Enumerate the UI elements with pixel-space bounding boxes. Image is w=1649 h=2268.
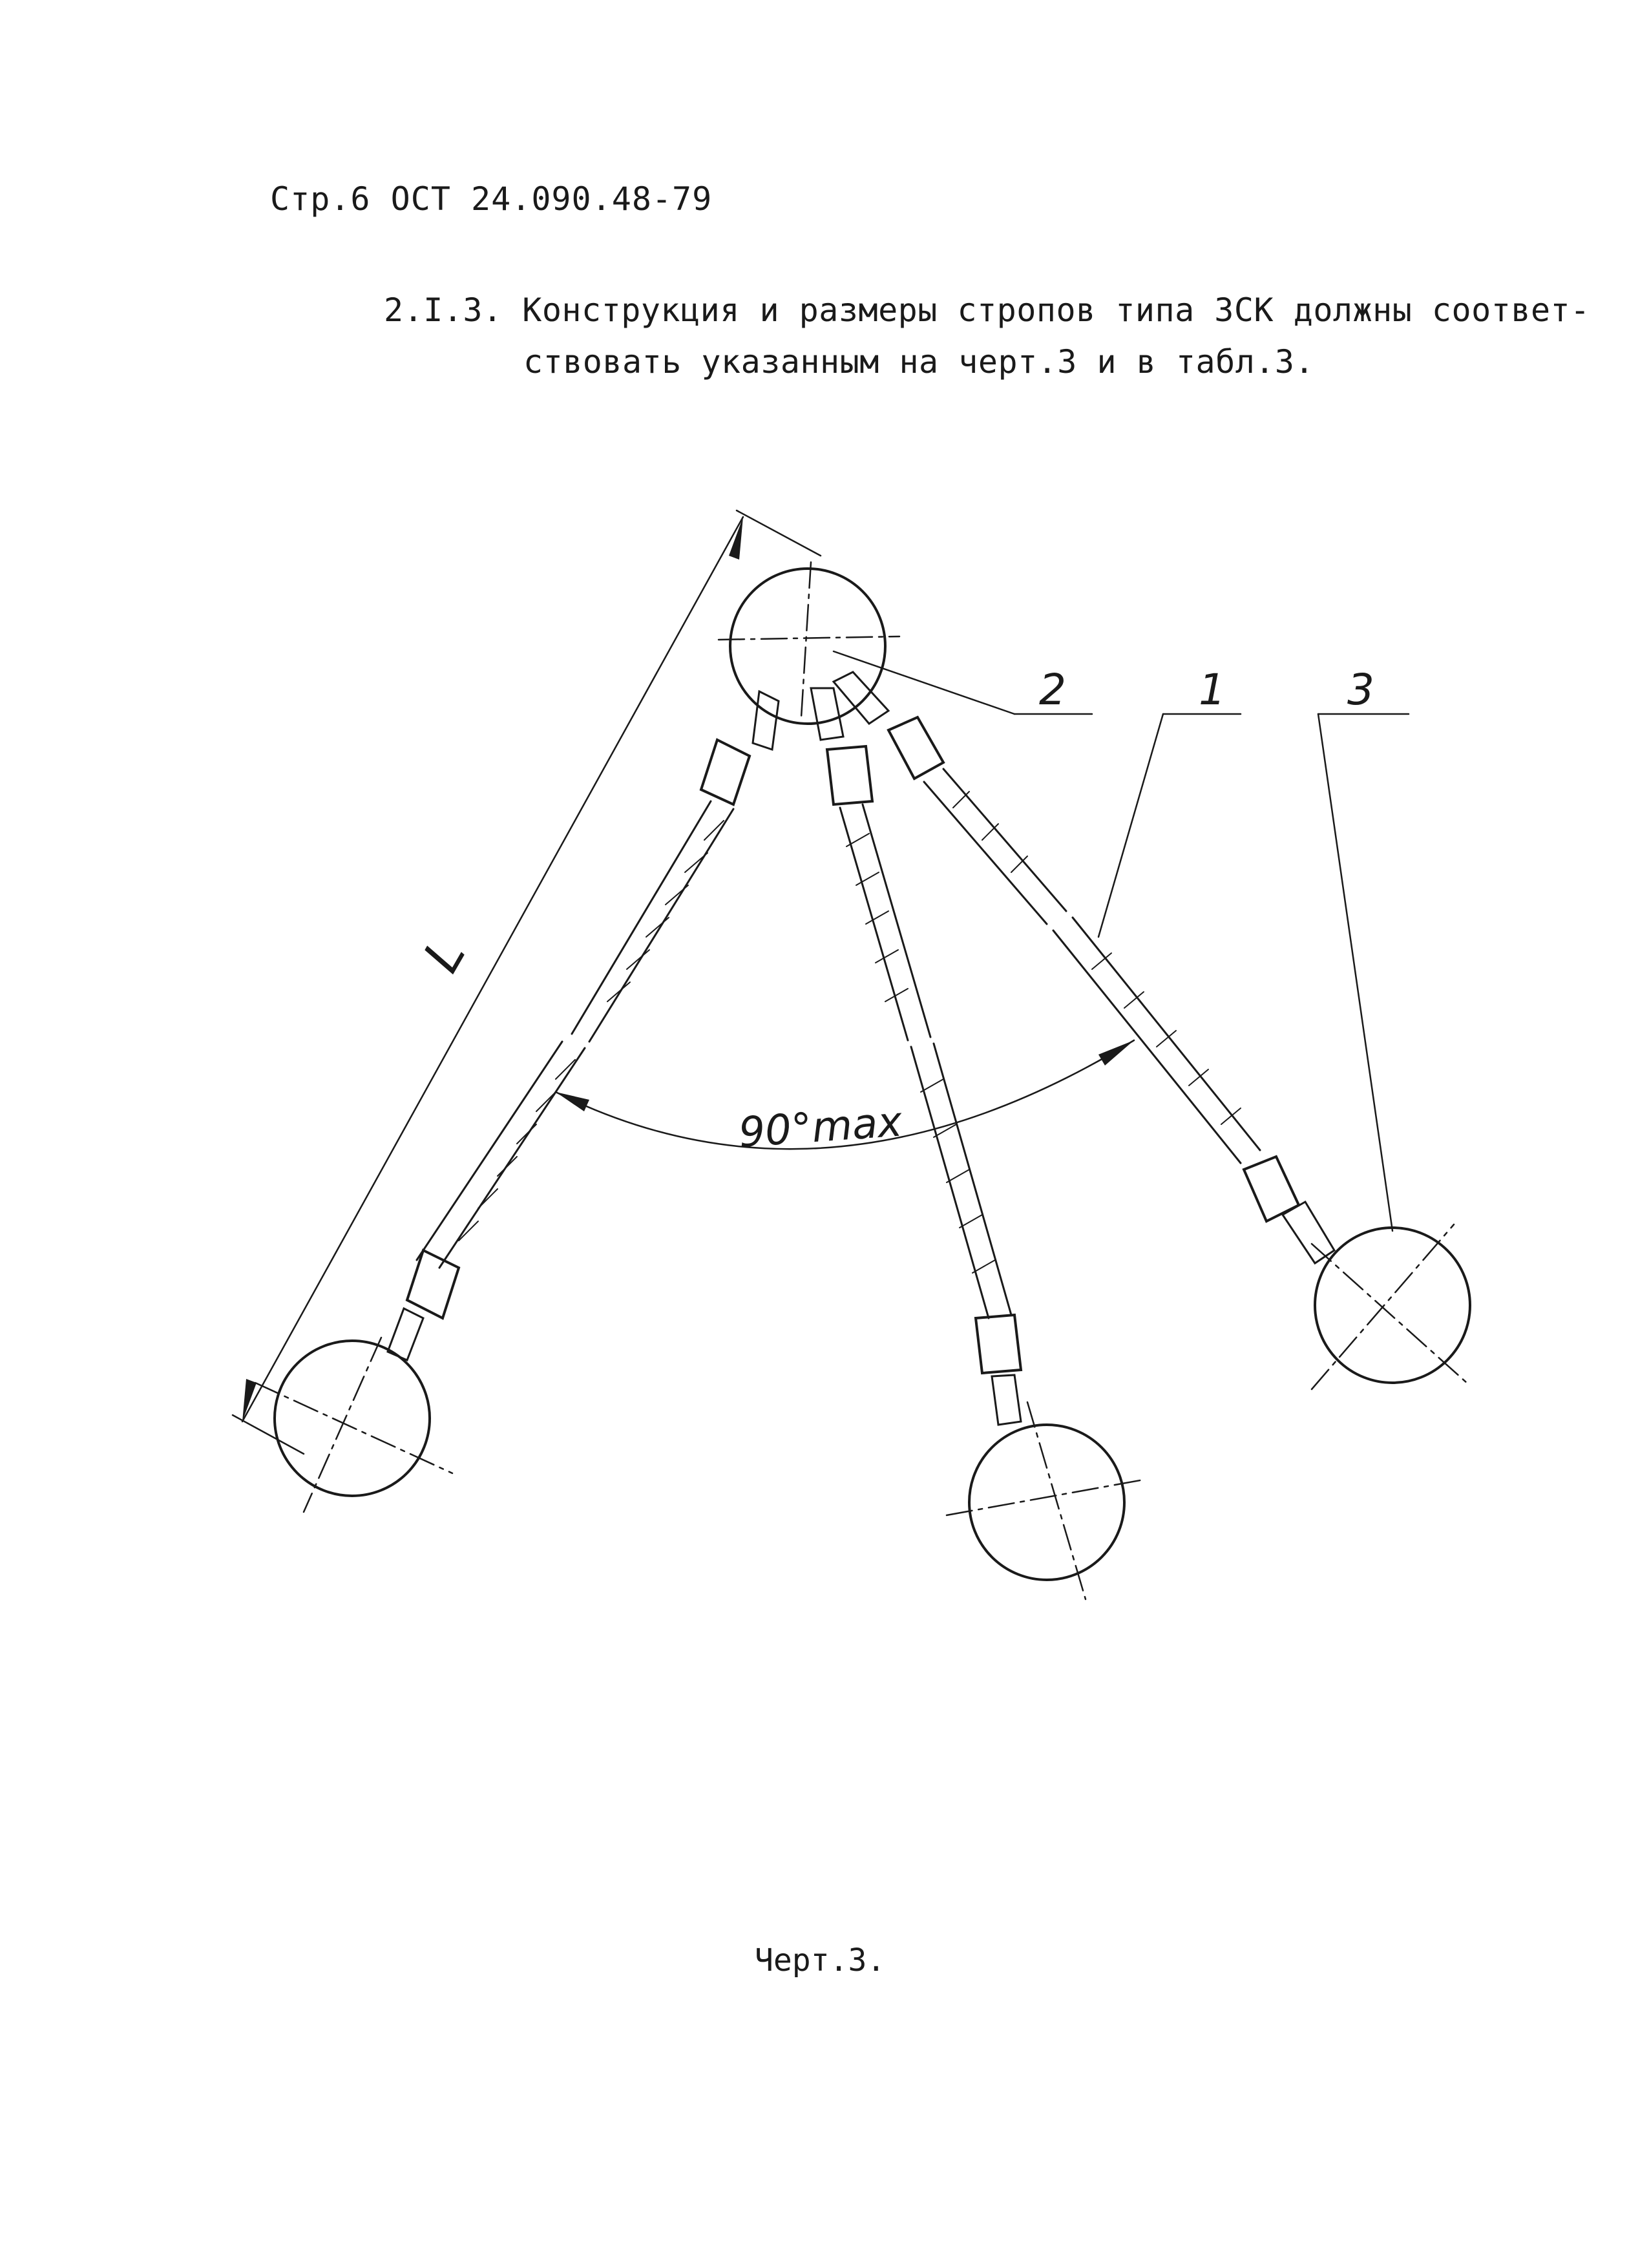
length-label: L [412, 928, 478, 982]
page-header: Стр.6 ОСТ 24.090.48-79 [270, 180, 713, 218]
angle-dimension [556, 1040, 1134, 1157]
callout-1: 1 [1199, 665, 1226, 715]
length-dimension [233, 510, 821, 1454]
master-ring [719, 562, 899, 724]
sling-leg-left [255, 691, 779, 1512]
figure-caption: Черт.3. [755, 1942, 886, 1979]
angle-label: 90°max [737, 1098, 904, 1157]
paragraph-line-1: 2.I.3. Конструкция и размеры стропов типа 3СК должны соответ- [384, 291, 1590, 329]
callout-2: 2 [1039, 665, 1066, 715]
callout-leaders [834, 651, 1409, 1231]
callout-3: 3 [1347, 665, 1374, 715]
paragraph-line-2: ствовать указанным на черт.3 и в табл.3. [523, 343, 1315, 381]
